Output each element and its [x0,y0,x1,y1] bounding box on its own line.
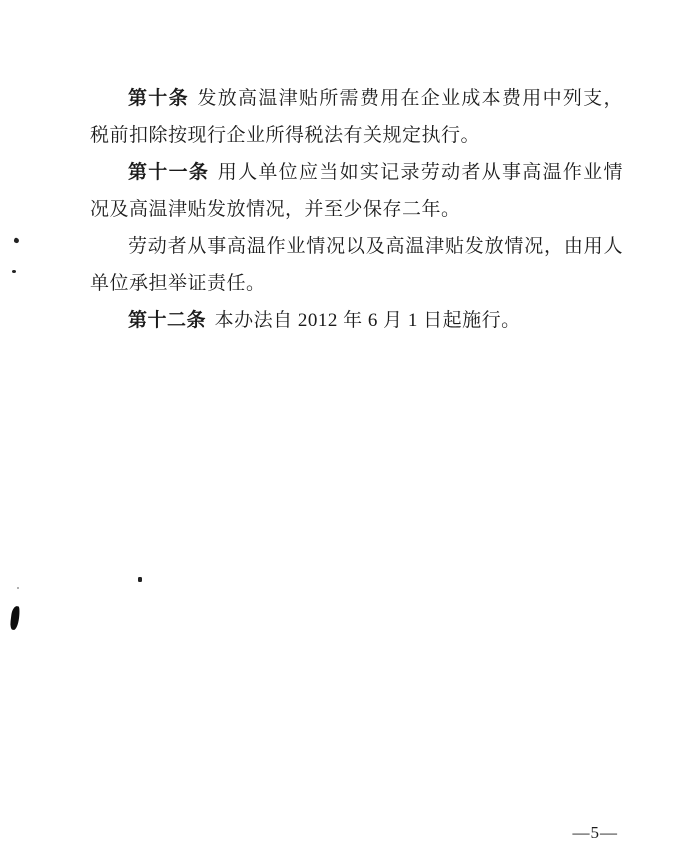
paragraph-text: 劳动者从事高温作业情况以及高温津贴发放情况，由用人单位承担举证责任。 [90,236,623,294]
article-heading: 第十条 [128,88,189,109]
ink-speck [12,270,16,273]
article-heading: 第十二条 [128,310,207,331]
ink-speck [17,587,19,589]
ink-speck [13,237,19,243]
paragraph-article-11 [90,154,623,228]
document-body [90,80,623,339]
paragraph-text: 本办法自 2012 年 6 月 1 日起施行。 [214,310,521,331]
paragraph-article-11-continuation [90,228,623,302]
paragraph-article-12 [90,302,623,339]
paragraph-text: 用人单位应当如实记录劳动者从事高温作业情况及高温津贴发放情况，并至少保存二年。 [90,162,623,220]
paragraph-article-10 [90,80,623,154]
page-number: —5— [572,823,618,842]
ink-blot [10,606,21,631]
ink-speck [138,577,142,582]
paragraph-text: 发放高温津贴所需费用在企业成本费用中列支，税前扣除按现行企业所得税法有关规定执行。 [90,88,623,146]
article-heading: 第十一条 [128,162,210,183]
